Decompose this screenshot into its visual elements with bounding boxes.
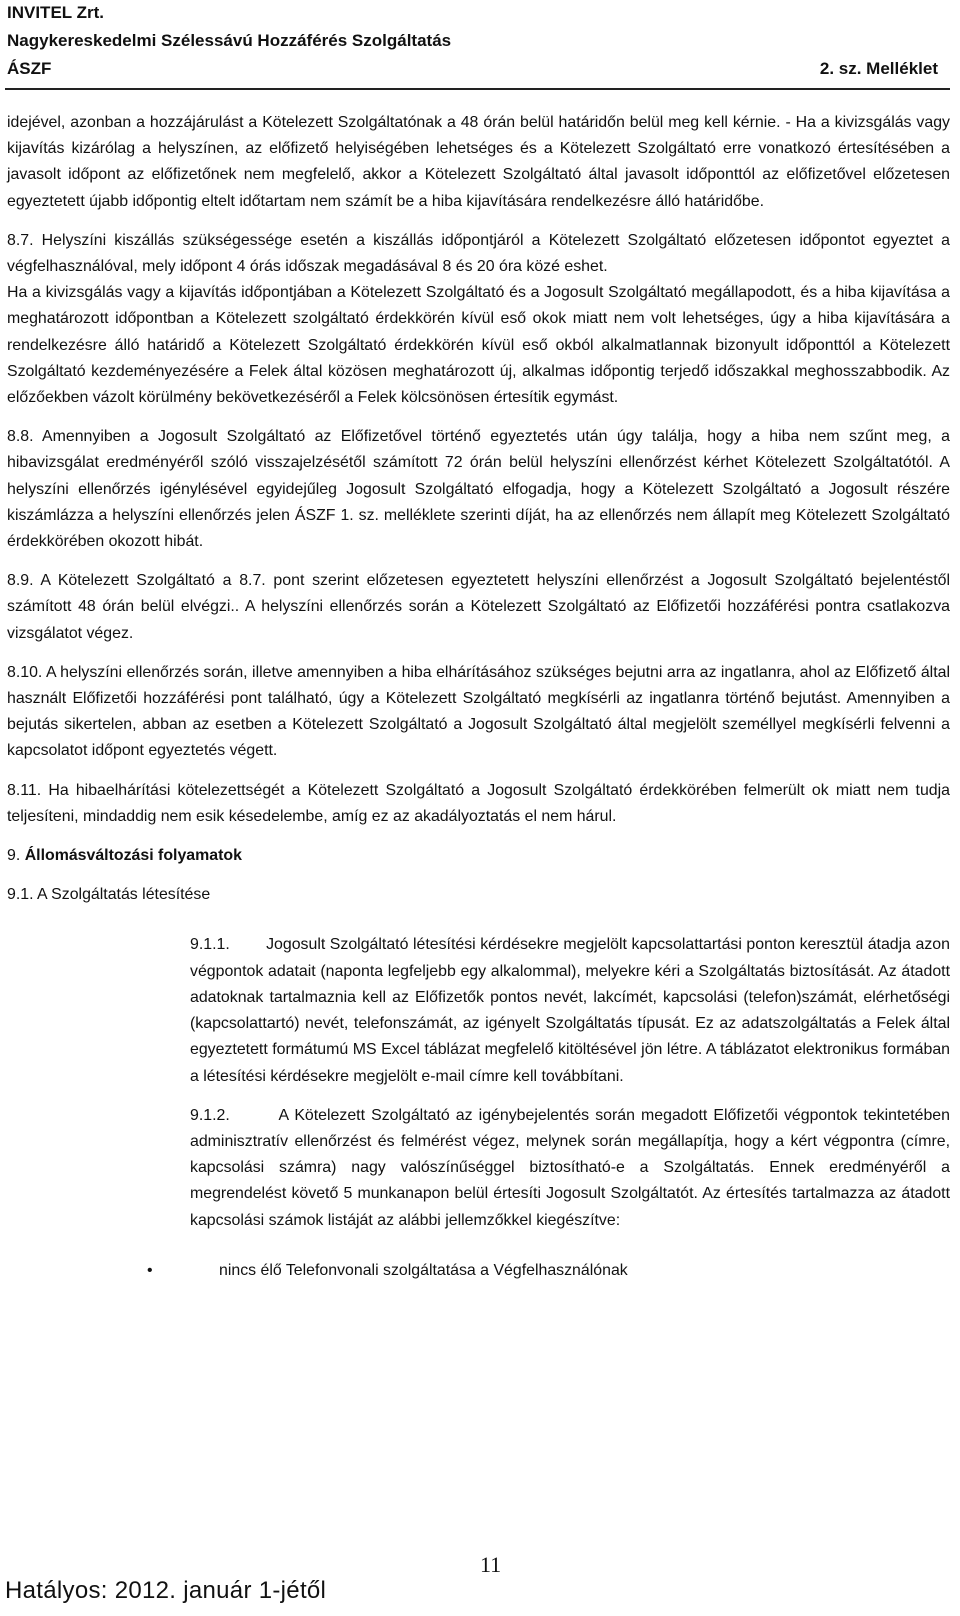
subsection-9-1-1 — [190, 932, 950, 1089]
paragraph-8-10: 8.10. A helyszíni ellenőrzés során, illetve amennyiben a hiba elhárításához szükséges bejutni arra az ingatlanra, ahol az Előfizető által használt Előfizetői hozzáférési pont található, úgy a Kötelezett Szolgáltató megkísérli az ingatlanra történő bejutást. Amennyiben a bejutás sikertelen, abban az esetben a Kötelezett Szolgáltató a Jogosult Szolgáltató által megjelölt személlyel megkísérli felvenni a kapcsolatot időpont egyeztetés végett. — [7, 663, 950, 760]
section-9-number: 9. — [7, 847, 21, 865]
list-item — [147, 1258, 950, 1284]
header-divider — [5, 88, 950, 90]
section-9-heading — [7, 843, 950, 869]
subsection-9-1-1-text: Jogosult Szolgáltató létesítési kérdésekre megjelölt kapcsolattartási ponton keresztül átadja azon végpontok adatait (naponta legfeljebb egy alkalommal), melyekre kéri a Szolgáltatás biztosítását. Az átadott adatoknak tartalmaznia kell az Előfizetők pontos nevét, lakcímét, kapcsolási (telefon)számát, elérhetőségi (kapcsolattartó) nevét, telefonszámát, az igényelt Szolgáltatás típusát. Ez az adatszolgáltatás a Felek által egyeztetett formátumú MS Excel táblázat megfelelő kitöltésével jön létre. A táblázatot elektronikus formában a létesítési kérdésekre megjelölt e-mail címre kell továbbítani. — [190, 936, 950, 1085]
section-9-title: Állomásváltozási folyamatok — [24, 847, 242, 865]
paragraph-8-11: 8.11. Ha hibaelhárítási kötelezettségét a Kötelezett Szolgáltató a Jogosult Szolgáltató érdekkörében felmerült ok miatt nem tudja teljesíteni, mindaddig nem esik késedelembe, amíg ez az akadályoztatás el nem hárul. — [7, 781, 950, 825]
subsection-9-1-2-number: 9.1.2. — [190, 1106, 230, 1124]
paragraph-8-7-cont: Ha a kivizsgálás vagy a kijavítás időpontjában a Kötelezett Szolgáltató és a Jogosult Szolgáltató megállapodott, és a hiba kijavítása a meghatározott időpontban a Kötelezett szolgáltató érdekkörén kívül eső okok miatt nem volt lehetséges, úgy a hiba kijavítására a rendelkezésre álló határidő a Kötelezett Szolgáltató érdekkörén kívül eső okból alkalmatlannak bizonyult időponttól a Kötelezett Szolgáltató kezdeményezésére a Felek által közösen meghatározott új, alkalmas időpontig terjedő időszakkal meghosszabbodik. Az előzőekben vázolt körülmény bekövetkezéséről a Felek kölcsönösen értesítik egymást. — [7, 284, 950, 407]
paragraph-8-9: 8.9. A Kötelezett Szolgáltató a 8.7. pont szerint előzetesen egyeztetett helyszíni ellenőrzést a Jogosult Szolgáltató bejelentéstől számított 48 órán belül elvégzi.. A helyszíni ellenőrzés során a Kötelezett Szolgáltató az Előfizetői hozzáférési pontra csatlakozva vizsgálatot végez. — [7, 572, 950, 642]
paragraph-8-8: 8.8. Amennyiben a Jogosult Szolgáltató az Előfizetővel történő egyeztetés után úgy találja, hogy a hiba nem szűnt meg, a hibavizsgálat eredményéről szóló visszajelzésétől számított 72 órán belül helyszíni ellenőrzést kérhet Kötelezett Szolgáltatótól. A helyszíni ellenőrzés igénylésével egyidejűleg Jogosult Szolgáltató elfogadja, hogy a Kötelezett Szolgáltató a Jogosult részére kiszámlázza a helyszíni ellenőrzés jelen ÁSZF 1. sz. melléklete szerinti díját, ha az ellenőrzés nem állapít meg Kötelezett Szolgáltató érdekkörében okozott hibát. — [7, 428, 950, 551]
page-number: 11 — [480, 1552, 502, 1577]
annex-label: 2. sz. Melléklet — [819, 59, 938, 78]
subsection-9-1-1-number: 9.1.1. — [190, 936, 230, 954]
list-item-text: nincs élő Telefonvonali szolgáltatása a Végfelhasználónak — [219, 1261, 628, 1279]
company-name: INVITEL Zrt. — [7, 3, 104, 22]
service-name: Nagykereskedelmi Szélessávú Hozzáférés Szolgáltatás — [7, 31, 452, 50]
document-body — [7, 110, 950, 1300]
section-9-1-heading: 9.1. A Szolgáltatás létesítése — [7, 886, 211, 904]
subsection-9-1-2-text: A Kötelezett Szolgáltató az igénybejelentés során megadott Előfizetői végpontok tekintetében adminisztratív ellenőrzést és felmérést végez, melynek során megállapítja, hogy a kért végpontra (címre, kapcsolási számra) nagy valószínűséggel biztosítható-e a Szolgáltatás. Ennek eredményéről a megrendelést követő 5 munkanapon belül értesíti Jogosult Szolgáltatót. Az értesítés tartalmazza az átadott kapcsolási számok listáját az alábbi jellemzőkkel kiegészítve: — [190, 1106, 950, 1229]
paragraph-8-7: 8.7. Helyszíni kiszállás szükségessége esetén a kiszállás időpontjáról a Kötelezett Szolgáltató előzetesen időpontot egyeztet a végfelhasználóval, mely időpont 4 órás időszak megadásával 8 és 20 óra közé eshet. — [7, 231, 950, 276]
footer-effective-date: Hatályos: 2012. január 1-jétől — [5, 1577, 327, 1604]
paragraph-intro: idejével, azonban a hozzájárulást a Kötelezett Szolgáltatónak a 48 órán belül határidőn belül meg kell kérnie. - Ha a kivizsgálás vagy kijavítás kizárólag a helyszínen, az előfizető helyiségében lehetséges és a Kötelezett Szolgáltató erre vonatkozó értesítésében a javasolt időpont az előfizetőnek nem megfelelő, akkor a Kötelezett Szolgáltató által javasolt időponttól az előfizetővel előzetesen egyeztetett újabb időpontig eltelt időtartam nem számít be a hiba kijavítására rendelkezésre álló határidőbe. — [7, 114, 950, 210]
doc-type: ÁSZF — [7, 59, 52, 78]
subsection-9-1-2 — [190, 1103, 950, 1234]
bullet-icon: • — [147, 1261, 153, 1279]
